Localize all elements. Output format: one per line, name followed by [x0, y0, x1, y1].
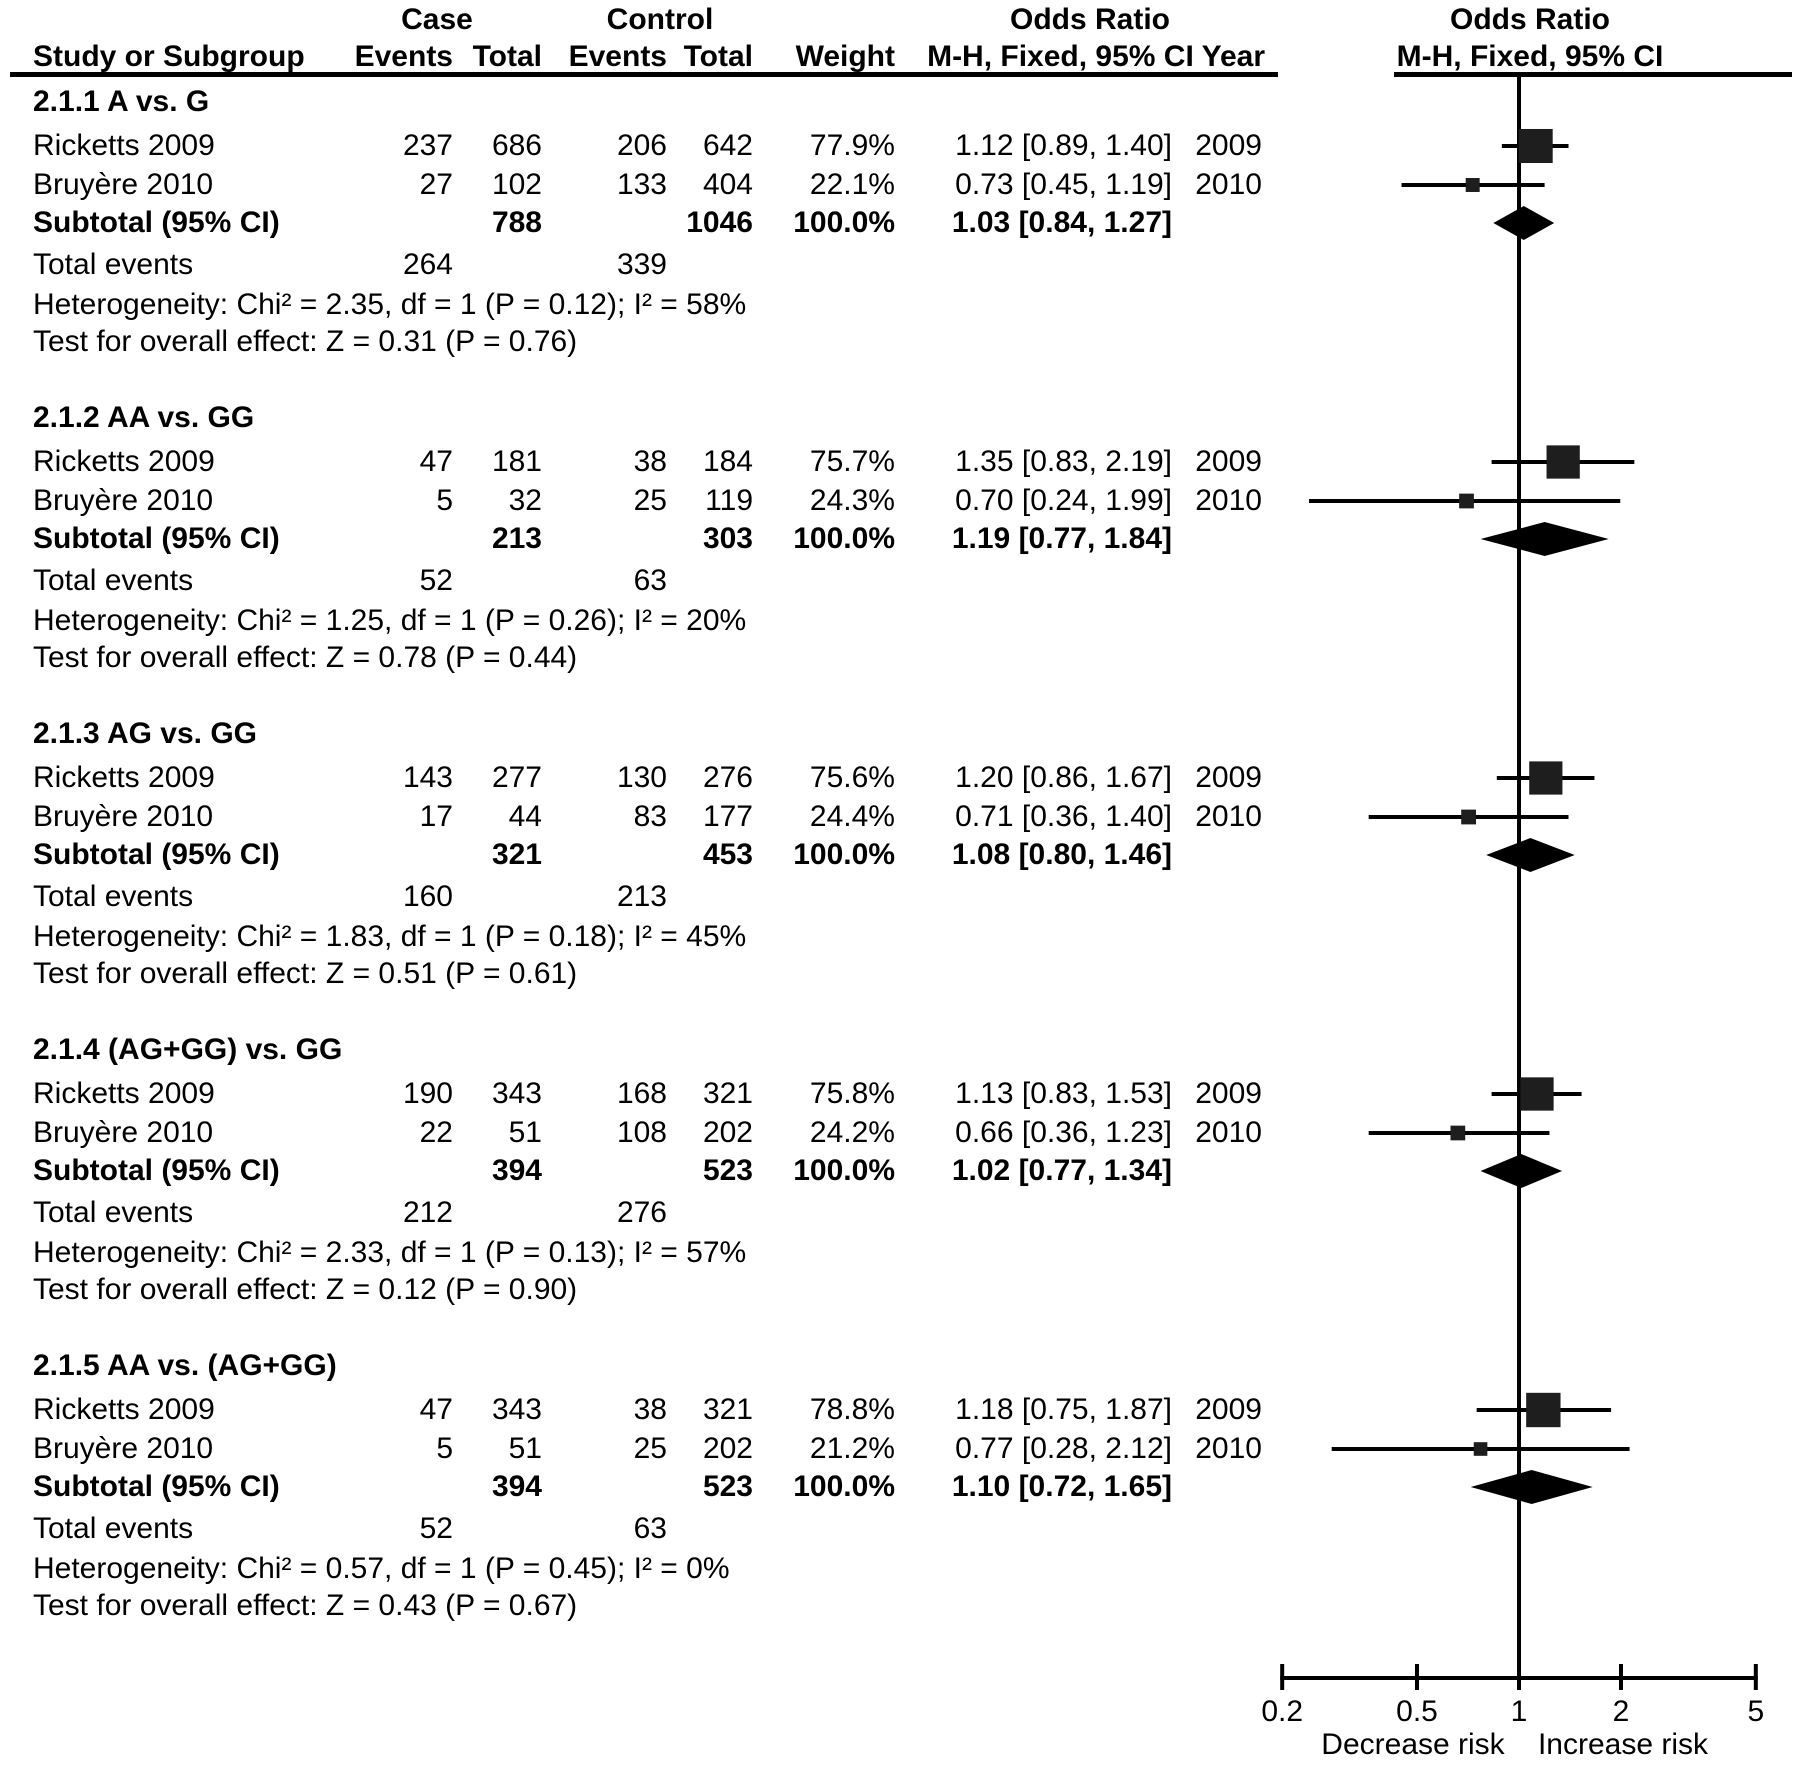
study-name: Ricketts 2009: [33, 761, 215, 794]
subtotal-label: Subtotal (95% CI): [33, 522, 280, 555]
subtotal-weight: 100.0%: [793, 206, 895, 239]
subtotal-diamond: [1481, 1154, 1563, 1188]
case-events-value: 5: [436, 1432, 453, 1465]
subtotal-control-total: 303: [702, 522, 753, 555]
total-events-case: 212: [402, 1196, 453, 1229]
control-events-value: 206: [616, 129, 667, 162]
case-total-value: 343: [491, 1077, 542, 1110]
case-events-value: 47: [419, 445, 453, 478]
case-total-value: 51: [508, 1116, 542, 1149]
x-axis-tick-label: 0.2: [1261, 1695, 1304, 1728]
subtotal-label: Subtotal (95% CI): [33, 838, 280, 871]
odds-ratio-ci-value: 1.20 [0.86, 1.67]: [955, 761, 1172, 794]
header-control-group: Control: [606, 3, 714, 36]
total-events-case: 264: [402, 248, 453, 281]
subtotal-label: Subtotal (95% CI): [33, 1154, 280, 1187]
or-square-marker: [1520, 1077, 1553, 1110]
weight-value: 78.8%: [809, 1393, 895, 1426]
heterogeneity-text: Heterogeneity: Chi² = 1.83, df = 1 (P = 0.18); I² = 45%: [33, 920, 747, 953]
case-events-value: 237: [402, 129, 453, 162]
subtotal-case-total: 321: [491, 838, 542, 871]
header-odds-ratio-text: Odds Ratio: [1009, 3, 1170, 36]
x-axis-tick-label: 0.5: [1396, 1695, 1438, 1728]
subtotal-control-total: 523: [702, 1154, 753, 1187]
case-total-value: 343: [491, 1393, 542, 1426]
header-mh-fixed-ci-plot: M-H, Fixed, 95% CI: [1396, 40, 1664, 73]
header-case-total: Total: [472, 40, 542, 73]
case-total-value: 181: [491, 445, 542, 478]
case-total-value: 686: [491, 129, 542, 162]
or-square-marker: [1451, 1126, 1466, 1141]
total-events-label: Total events: [33, 564, 194, 597]
subtotal-odds-ratio-ci: 1.08 [0.80, 1.46]: [951, 838, 1172, 871]
study-name: Ricketts 2009: [33, 129, 215, 162]
total-events-control: 63: [633, 564, 667, 597]
total-events-case: 52: [419, 564, 453, 597]
subgroup-heading: 2.1.3 AG vs. GG: [33, 717, 257, 750]
overall-effect-text: Test for overall effect: Z = 0.31 (P = 0.76): [33, 325, 578, 358]
case-total-value: 32: [508, 484, 542, 517]
study-name: Bruyère 2010: [33, 484, 214, 517]
subtotal-case-total: 394: [491, 1154, 542, 1187]
year-value: 2009: [1195, 761, 1262, 794]
study-name: Bruyère 2010: [33, 1432, 214, 1465]
year-value: 2009: [1195, 1077, 1262, 1110]
control-total-value: 276: [702, 761, 753, 794]
total-events-label: Total events: [33, 1196, 194, 1229]
case-events-value: 5: [436, 484, 453, 517]
subtotal-diamond: [1481, 522, 1609, 556]
total-events-control: 63: [633, 1512, 667, 1545]
weight-value: 24.3%: [809, 484, 895, 517]
subtotal-case-total: 788: [491, 206, 542, 239]
year-value: 2010: [1195, 800, 1262, 833]
subtotal-control-total: 1046: [686, 206, 753, 239]
subtotal-control-total: 523: [702, 1470, 753, 1503]
control-events-value: 108: [616, 1116, 667, 1149]
study-name: Bruyère 2010: [33, 168, 214, 201]
weight-value: 75.8%: [809, 1077, 895, 1110]
heterogeneity-text: Heterogeneity: Chi² = 0.57, df = 1 (P = 0.45); I² = 0%: [33, 1552, 730, 1585]
total-events-control: 213: [616, 880, 667, 913]
study-name: Bruyère 2010: [33, 800, 214, 833]
weight-value: 75.7%: [809, 445, 895, 478]
case-total-value: 102: [491, 168, 542, 201]
subgroup-heading: 2.1.2 AA vs. GG: [33, 401, 255, 434]
control-total-value: 321: [702, 1077, 753, 1110]
odds-ratio-ci-value: 1.35 [0.83, 2.19]: [955, 445, 1172, 478]
header-control-events: Events: [568, 40, 667, 73]
case-events-value: 27: [419, 168, 453, 201]
case-events-value: 190: [402, 1077, 453, 1110]
case-events-value: 47: [419, 1393, 453, 1426]
subtotal-odds-ratio-ci: 1.10 [0.72, 1.65]: [951, 1470, 1172, 1503]
subtotal-control-total: 453: [702, 838, 753, 871]
total-events-label: Total events: [33, 1512, 194, 1545]
subtotal-odds-ratio-ci: 1.03 [0.84, 1.27]: [951, 206, 1172, 239]
weight-value: 77.9%: [809, 129, 895, 162]
odds-ratio-ci-value: 1.12 [0.89, 1.40]: [955, 129, 1172, 162]
subtotal-diamond: [1493, 206, 1554, 240]
year-value: 2009: [1195, 129, 1262, 162]
or-square-marker: [1526, 1393, 1560, 1427]
odds-ratio-ci-value: 0.70 [0.24, 1.99]: [955, 484, 1172, 517]
heterogeneity-text: Heterogeneity: Chi² = 1.25, df = 1 (P = 0.26); I² = 20%: [33, 604, 747, 637]
subgroup-heading: 2.1.4 (AG+GG) vs. GG: [33, 1033, 343, 1066]
study-name: Ricketts 2009: [33, 1077, 215, 1110]
subtotal-weight: 100.0%: [793, 522, 895, 555]
weight-value: 22.1%: [809, 168, 895, 201]
subtotal-weight: 100.0%: [793, 1470, 895, 1503]
control-total-value: 202: [702, 1116, 753, 1149]
subtotal-diamond: [1486, 838, 1575, 872]
control-total-value: 202: [702, 1432, 753, 1465]
subtotal-odds-ratio-ci: 1.02 [0.77, 1.34]: [951, 1154, 1172, 1187]
subtotal-case-total: 213: [491, 522, 542, 555]
control-total-value: 184: [702, 445, 753, 478]
header-case-events: Events: [354, 40, 453, 73]
study-name: Ricketts 2009: [33, 1393, 215, 1426]
x-axis-tick: [1517, 1664, 1521, 1690]
year-value: 2009: [1195, 1393, 1262, 1426]
x-axis-tick: [1415, 1664, 1419, 1690]
control-events-value: 38: [633, 1393, 667, 1426]
odds-ratio-ci-value: 0.73 [0.45, 1.19]: [955, 168, 1172, 201]
axis-label-increase-risk: Increase risk: [1537, 1728, 1709, 1761]
or-square-marker: [1459, 494, 1474, 509]
control-events-value: 38: [633, 445, 667, 478]
total-events-control: 276: [616, 1196, 667, 1229]
axis-label-decrease-risk: Decrease risk: [1321, 1728, 1505, 1761]
control-total-value: 321: [702, 1393, 753, 1426]
subgroup-heading: 2.1.1 A vs. G: [33, 85, 210, 118]
odds-ratio-ci-value: 1.13 [0.83, 1.53]: [955, 1077, 1172, 1110]
year-value: 2009: [1195, 445, 1262, 478]
odds-ratio-ci-value: 1.18 [0.75, 1.87]: [955, 1393, 1172, 1426]
control-events-value: 168: [616, 1077, 667, 1110]
subtotal-label: Subtotal (95% CI): [33, 1470, 280, 1503]
control-total-value: 642: [702, 129, 753, 162]
case-events-value: 143: [402, 761, 453, 794]
overall-effect-text: Test for overall effect: Z = 0.12 (P = 0.90): [33, 1273, 578, 1306]
subgroup-heading: 2.1.5 AA vs. (AG+GG): [33, 1349, 337, 1382]
subtotal-diamond: [1471, 1470, 1593, 1504]
total-events-case: 160: [402, 880, 453, 913]
subtotal-case-total: 394: [491, 1470, 542, 1503]
control-events-value: 133: [616, 168, 667, 201]
weight-value: 75.6%: [809, 761, 895, 794]
odds-ratio-ci-value: 0.71 [0.36, 1.40]: [955, 800, 1172, 833]
control-total-value: 177: [702, 800, 753, 833]
overall-effect-text: Test for overall effect: Z = 0.78 (P = 0.44): [33, 641, 578, 674]
overall-effect-text: Test for overall effect: Z = 0.43 (P = 0.67): [33, 1589, 578, 1622]
control-total-value: 119: [705, 484, 753, 517]
case-total-value: 277: [491, 761, 542, 794]
odds-ratio-ci-value: 0.77 [0.28, 2.12]: [955, 1432, 1172, 1465]
x-axis-tick-label: 2: [1612, 1695, 1630, 1728]
weight-value: 21.2%: [809, 1432, 895, 1465]
study-name: Ricketts 2009: [33, 445, 215, 478]
subtotal-weight: 100.0%: [793, 1154, 895, 1187]
or-square-marker: [1466, 178, 1480, 192]
x-axis-tick: [1754, 1664, 1758, 1690]
year-value: 2010: [1195, 1116, 1262, 1149]
control-events-value: 25: [633, 484, 667, 517]
year-value: 2010: [1195, 484, 1262, 517]
control-total-value: 404: [702, 168, 753, 201]
total-events-control: 339: [616, 248, 667, 281]
or-square-marker: [1519, 129, 1553, 163]
overall-effect-text: Test for overall effect: Z = 0.51 (P = 0.61): [33, 957, 578, 990]
x-axis-tick: [1280, 1664, 1284, 1690]
case-total-value: 51: [508, 1432, 542, 1465]
subtotal-odds-ratio-ci: 1.19 [0.77, 1.84]: [951, 522, 1172, 555]
header-study-or-subgroup: Study or Subgroup: [33, 40, 305, 73]
control-events-value: 83: [633, 800, 667, 833]
year-value: 2010: [1195, 168, 1262, 201]
case-events-value: 22: [419, 1116, 453, 1149]
x-axis-tick: [1619, 1664, 1623, 1690]
heterogeneity-text: Heterogeneity: Chi² = 2.35, df = 1 (P = 0.12); I² = 58%: [33, 288, 747, 321]
header-odds-ratio-plot: Odds Ratio: [1449, 3, 1610, 36]
or-square-marker: [1461, 810, 1476, 825]
header-control-total: Total: [683, 40, 753, 73]
total-events-label: Total events: [33, 248, 194, 281]
header-case-group: Case: [401, 3, 473, 36]
subtotal-label: Subtotal (95% CI): [33, 206, 280, 239]
subtotal-weight: 100.0%: [793, 838, 895, 871]
header-mh-fixed-ci-year: M-H, Fixed, 95% CI Year: [927, 40, 1265, 73]
or-square-marker: [1474, 1442, 1488, 1456]
odds-ratio-ci-value: 0.66 [0.36, 1.23]: [955, 1116, 1172, 1149]
weight-value: 24.2%: [809, 1116, 895, 1149]
or-square-marker: [1529, 761, 1562, 794]
no-effect-line: [1517, 76, 1521, 1678]
study-name: Bruyère 2010: [33, 1116, 214, 1149]
weight-value: 24.4%: [809, 800, 895, 833]
header-weight: Weight: [795, 40, 895, 73]
case-total-value: 44: [508, 800, 542, 833]
year-value: 2010: [1195, 1432, 1262, 1465]
case-events-value: 17: [419, 800, 453, 833]
or-square-marker: [1547, 445, 1580, 478]
control-events-value: 130: [616, 761, 667, 794]
total-events-label: Total events: [33, 880, 194, 913]
x-axis-tick-label: 1: [1510, 1695, 1528, 1728]
x-axis-tick-label: 5: [1747, 1695, 1765, 1728]
heterogeneity-text: Heterogeneity: Chi² = 2.33, df = 1 (P = 0.13); I² = 57%: [33, 1236, 747, 1269]
total-events-case: 52: [419, 1512, 453, 1545]
control-events-value: 25: [633, 1432, 667, 1465]
